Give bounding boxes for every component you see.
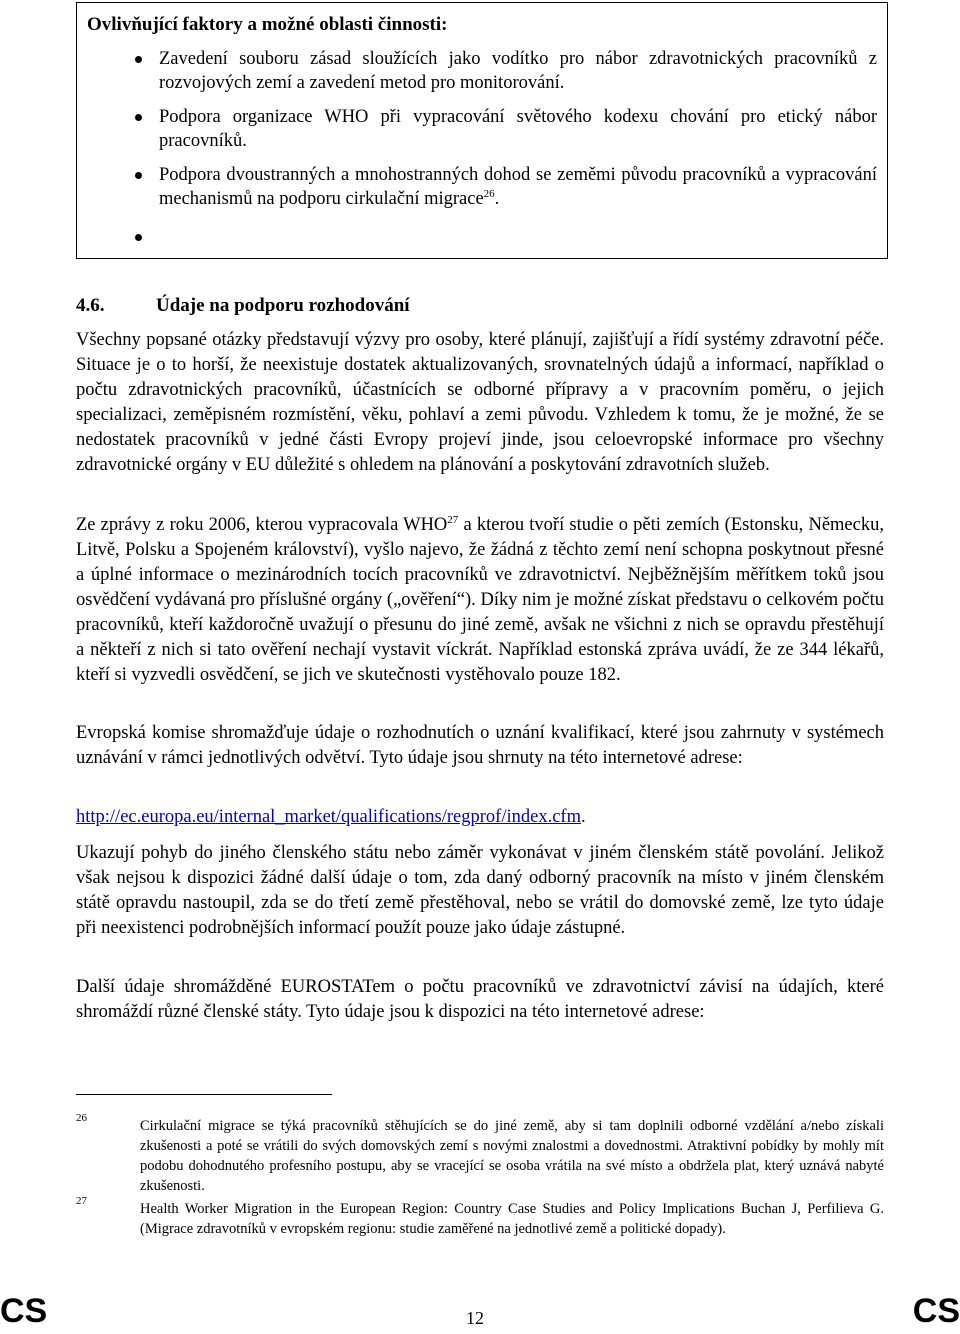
- paragraph-5: Další údaje shromážděné EUROSTATem o počtu pracovníků ve zdravotnictví závisí na údajích, které shromáždí různé členské státy. Tyto údaje jsou k dispozici na této internetové adrese:: [76, 977, 884, 1022]
- paragraph-2: Ze zprávy z roku 2006, kterou vypracovala WHO$^{27}$ a kterou tvoří studie o pěti zemích (Estonsku, Německu, Litvě, Polsku a Spojeném království), vyšlo najevo, že žádná z těchto zemí není schopna poskytnout přesné a úplné informace o mezinárodních tocích pracovníků ve zdravotnictví. Nejběžnějším měřítkem toků jsou osvědčení vydávaná pro příslušné orgány („ověření“). Díky nim je možné získat představu o celkovém počtu pracovníků, kteří každoročně uvažují o přesunu do jiné země, avšak ne všichni z nich se opravdu přestěhují a někteří z nich si tato ověření nechají vystavit víckrát. Například estonská zpráva uvádí, že ze 344 lékařů, kteří si vyzvedli osvědčení, se jich ve skutečnosti vystěhovalo pouze 182.: [76, 513, 884, 685]
- section-heading: [76, 294, 884, 318]
- list-item-text: Podpora organizace WHO při vypracování světového kodexu chování pro etický nábor pracovníků.: [159, 107, 877, 151]
- factors-box: [76, 2, 888, 259]
- section-title: Údaje na podporu rozhodování: [156, 295, 410, 316]
- bullet-icon: [135, 56, 142, 63]
- footnote-ref[interactable]: 26: [483, 187, 495, 200]
- footnote-number: 26: [76, 1112, 87, 1124]
- footnote-26: [76, 1112, 884, 1196]
- factors-list: [87, 47, 877, 245]
- footnote-ref[interactable]: 27: [447, 513, 459, 526]
- page-footer: [0, 1292, 960, 1334]
- list-item-text: Podpora dvoustranných a mnohostranných dohod se zeměmi původu pracovníků a vypracování mechanismů na podporu cirkulační migrace: [159, 165, 877, 209]
- list-item: [87, 47, 877, 95]
- bullet-icon: [135, 234, 142, 241]
- paragraph-4: Ukazují pohyb do jiného členského státu nebo záměr vykonávat v jiném členském státě povolání. Jelikož však nejsou k dispozici žádné další údaje o tom, zda daný odborný pracovník na místo v jiném členském státě opravdu nastoupil, zda se do třetí země přestěhoval, nebo se vrátil do domovské země, lze tyto údaje při neexistenci podrobnějších informací použít pouze jako údaje zástupné.: [76, 843, 884, 938]
- list-item: [87, 105, 877, 153]
- language-code-left: CS: [0, 1292, 48, 1330]
- section-number: 4.6.: [76, 295, 105, 316]
- page-number: 12: [466, 1308, 484, 1328]
- footnote-separator: [76, 1094, 332, 1095]
- paragraph-1: Všechny popsané otázky představují výzvy pro osoby, které plánují, zajišťují a řídí systémy zdravotní péče. Situace je o to horší, že neexistuje dostatek aktualizovaných, srovnatelných údajů a informací, například o počtu zdravotnických pracovníků, účastnících se odborné přípravy a v pracovním poměru, o jejich specializaci, zeměpisném rozmístění, věku, pohlaví a zemi původu. Vzhledem k tomu, že je možné, že se nedostatek pracovníků v jedné části Evropy projeví jinde, jsou celoevropské informace pro všechny zdravotnické orgány v EU důležité s ohledem na plánování a poskytování zdravotních služeb.: [76, 330, 884, 475]
- list-item: [87, 221, 877, 245]
- bullet-icon: [135, 172, 142, 179]
- language-code-right: CS: [912, 1292, 960, 1330]
- footnote-number: 27: [76, 1195, 87, 1207]
- footnote-27: [76, 1195, 884, 1239]
- footnote-text: Cirkulační migrace se týká pracovníků stěhujících se do jiné země, aby si tam doplnili odborné vzdělání a/nebo získali zkušenosti a poté se vrátili do svých domovských zemí s novými znalostmi a dovednostmi. Atraktivní pobídky by mohly mít podobu dohodnutého profesního postupu, aby se vracející se osoba vrátila na své místo a obdržela plat, který uznává nabyté zkušenosti.: [140, 1118, 884, 1194]
- bullet-icon: [135, 114, 142, 121]
- list-item: Podpora dvoustranných a mnohostranných dohod se zeměmi původu pracovníků a vypracování mechanismů na podporu cirkulační migrace$^{26}$.: [87, 163, 877, 211]
- paragraph-3: Evropská komise shromažďuje údaje o rozhodnutích o uznání kvalifikací, které jsou zahrnuty v systémech uznávání v rámci jednotlivých odvětví. Tyto údaje jsou shrnuty na této internetové adrese:: [76, 723, 884, 768]
- qualifications-link[interactable]: http://ec.europa.eu/internal_market/qualifications/regprof/index.cfm: [76, 807, 581, 827]
- link-paragraph: http://ec.europa.eu/internal_market/qualifications/regprof/index.cfm.: [76, 807, 586, 827]
- list-item-text: Zavedení souboru zásad sloužících jako vodítko pro nábor zdravotnických pracovníků z rozvojových zemí a zavedení metod pro monitorování.: [159, 49, 877, 93]
- footnote-text: Health Worker Migration in the European Region: Country Case Studies and Policy Implications Buchan J, Perfilieva G. (Migrace zdravotníků v evropském regionu: studie zaměřené na jednotlivé země a politické dopady).: [140, 1201, 884, 1237]
- box-title: Ovlivňující faktory a možné oblasti činnosti:: [87, 14, 448, 35]
